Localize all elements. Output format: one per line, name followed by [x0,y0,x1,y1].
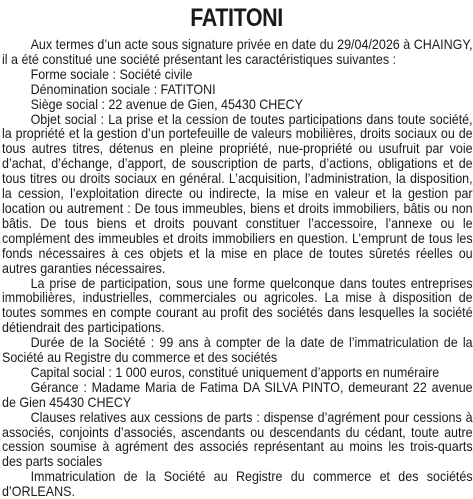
corporate-purpose-paragraph: Objet social : La prise et la cession de toutes participations dans toute société, la propriété et la gestion d’un portefeuille de valeurs mobilières, droits sociaux ou de tous autres titres, détenus en pleine propriété, nue-propriété ou usufruit par voie d’achat, d’échange, d’apport, de souscription de parts, d’actions, obligations et de tous titres ou droits sociaux en général. L’acquisition, l’administration, la disposition, la cession, l’exploitation directe ou indirecte, la mise en valeur et la gestion par location ou autrement : De tous immeubles, biens et droits immobiliers, bâtis ou non bâtis. De tous biens et droits pouvant constituer l’accessoire, l’annexe ou le complément des immeubles et droits immobiliers en question. L’emprunt de tous les fonds nécessaires à ces objets et la mise en place de toutes sûretés réelles ou autres garanties nécessaires. [2,110,473,276]
notice-title: FATITONI [190,4,283,32]
registration-line: Immatriculation de la Société au Registre du commerce et des sociétés d’ORLEANS. [2,468,473,499]
duration-paragraph: Durée de la Société : 99 ans à compter de la date de l’immatriculation de la Société au Registre du commerce et des sociétés [2,334,473,366]
share-capital-line: Capital social : 1 000 euros, constitué uniquement d’apports en numéraire [30,363,440,380]
registered-office-line: Siège social : 22 avenue de Gien, 45430 CHECY [30,95,304,112]
company-name-line: Dénomination sociale : FATITONI [30,80,216,97]
management-paragraph: Gérance : Madame Maria de Fatima DA SILVA PINTO, demeurant 22 avenue de Gien 45430 CHECY [2,378,473,410]
legal-form-line: Forme sociale : Société civile [30,65,193,82]
share-transfer-paragraph: Clauses relatives aux cessions de parts : dispense d’agrément pour cessions à associés, conjoints d’associés, ascendants ou descendants du cédant, toute autre cession soumise à agrément des associés représentant au moins les trois-quarts des parts sociales [2,408,473,470]
notice-intro-paragraph: Aux termes d’un acte sous signature privée en date du 29/04/2026 à CHAINGY, il a été constitué une société présentant les caractéristiques suivantes : [2,36,473,67]
notice-body [2,37,473,499]
participation-paragraph: La prise de participation, sous une forme quelconque dans toutes entreprises immobilières, industrielles, commerciales ou agricoles. La mise à disposition de toutes sommes en compte courant au profit des sociétés dans lesquelles la société détiendrait des participations. [2,274,473,336]
